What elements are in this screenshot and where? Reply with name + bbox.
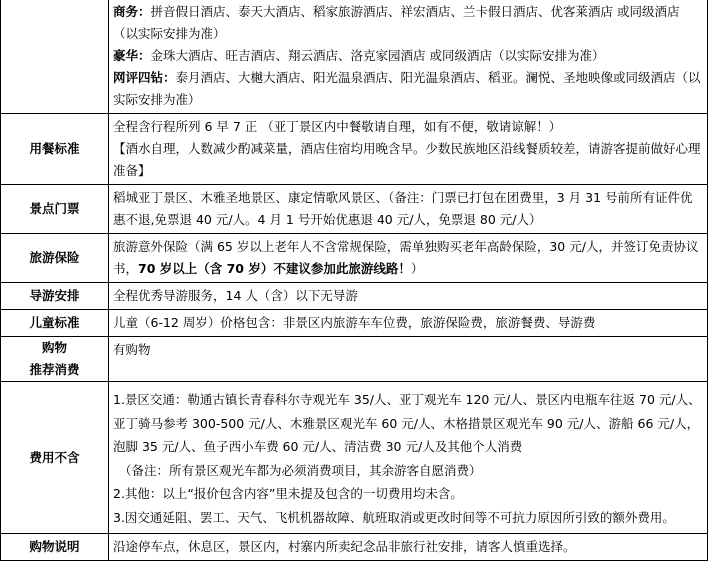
shopping-label-line-2: 推荐消费 <box>29 362 80 377</box>
excluded-item-2: 2.其他：以上“报价包含内容”里未提及包含的一切费用均未含。 <box>113 486 463 501</box>
shopping-label-line-1: 购物 <box>41 340 67 355</box>
table-row-tickets <box>1 185 708 234</box>
hotel-tier-four-diamond <box>113 67 703 111</box>
table-row-meals <box>1 114 708 185</box>
insurance-end: ） <box>410 261 424 276</box>
insurance-text: 旅游意外保险（满 65 岁以上老年人不含常规保险，需单独购买老年高龄保险，30 元/人，并签订免责协议书， <box>113 239 699 276</box>
shopping-recommend-content: 有购物 <box>109 337 708 382</box>
child-content: 儿童（6-12 周岁）价格包含：非景区内旅游车车位费，旅游保险费，旅游餐费、导游费 <box>109 310 708 337</box>
child-label: 儿童标准 <box>1 310 109 337</box>
tier-name: 豪华： <box>113 48 151 63</box>
table-row-shopping-recommend <box>1 337 708 382</box>
hotel-tier-business <box>113 1 703 45</box>
meals-line-1: 全程含行程所列 6 早 7 正 （亚丁景区内中餐敬请自理，如有不便，敬请谅解！） <box>113 119 562 134</box>
tier-hotels: 泰月酒店、大樾大酒店、阳光温泉酒店、阳光温泉酒店、稻亚。澜悦、圣地映像或同级酒店（以实际安排为准） <box>113 70 701 107</box>
insurance-content <box>109 234 708 283</box>
excluded-item-1: 1.景区交通：勒通古镇长青春科尔寺观光车 35/人、亚丁观光车 120 元/人、景区内电瓶车往返 70 元/人、亚丁骑马参考 300-500 元/人、木雅景区观光车 60 元/人、木格措景区观光车 90 元/人、游船 66 元/人，泡脚 35 元/人、鱼子西小车费 60 元/人、清洁费 30 元/人及其他个人消费 <box>113 392 701 454</box>
insurance-label: 旅游保险 <box>1 234 109 283</box>
meals-label: 用餐标准 <box>1 114 109 185</box>
shopping-recommend-label <box>1 337 109 382</box>
tier-hotels: 拼音假日酒店、泰天大酒店、稻家旅游酒店、祥宏酒店、兰卡假日酒店、优客莱酒店 或同级酒店（以实际安排为准） <box>113 4 680 41</box>
excluded-content <box>109 382 708 534</box>
hotel-content-cell <box>109 0 708 114</box>
tier-hotels: 金珠大酒店、旺吉酒店、翔云酒店、洛克家园酒店 或同级酒店（以实际安排为准） <box>150 48 605 63</box>
table-row-excluded <box>1 382 708 534</box>
excluded-label: 费用不含 <box>1 382 109 534</box>
guide-label: 导游安排 <box>1 283 109 310</box>
hotel-tier-luxury <box>113 45 703 67</box>
meals-content <box>109 114 708 185</box>
guide-content: 全程优秀导游服务，14 人（含）以下无导游 <box>109 283 708 310</box>
meals-line-2: 【酒水自理，人数减少酌减菜量，酒店住宿均用晚含早。少数民族地区沿线餐质较差，请游客提前做好心理准备】 <box>113 141 701 178</box>
tier-name: 商务： <box>113 4 151 19</box>
shopping-note-label: 购物说明 <box>1 534 109 561</box>
tickets-content: 稻城亚丁景区、木雅圣地景区、康定情歌风景区、（备注：门票已打包在团费里，3 月 31 号前所有证件优惠不退,免票退 40 元/人。4 月 1 号开始优惠退 40 元/人，免票退 80 元/人） <box>109 185 708 234</box>
excluded-item-3: 3.因交通延阻、罢工、天气、飞机机器故障、航班取消或更改时间等不可抗力原因所引致的额外费用。 <box>113 509 675 525</box>
tier-name: 网评四钻： <box>113 70 176 85</box>
shopping-note-content: 沿途停车点，休息区，景区内，村寨内所卖纪念品非旅行社安排，请客人慎重选择。 <box>109 534 708 561</box>
table-row-hotels <box>1 0 708 114</box>
hotel-label-cell <box>1 0 109 114</box>
excluded-note: （备注：所有景区观光车都为必须消费项目，其余游客自愿消费） <box>119 462 482 478</box>
table-row-insurance <box>1 234 708 283</box>
table-row-child <box>1 310 708 337</box>
table-row-shopping-note <box>1 534 708 561</box>
table-row-guide <box>1 283 708 310</box>
insurance-age-warning: 70 岁以上（含 70 岁）不建议参加此旅游线路！ <box>138 261 411 276</box>
tickets-label: 景点门票 <box>1 185 109 234</box>
